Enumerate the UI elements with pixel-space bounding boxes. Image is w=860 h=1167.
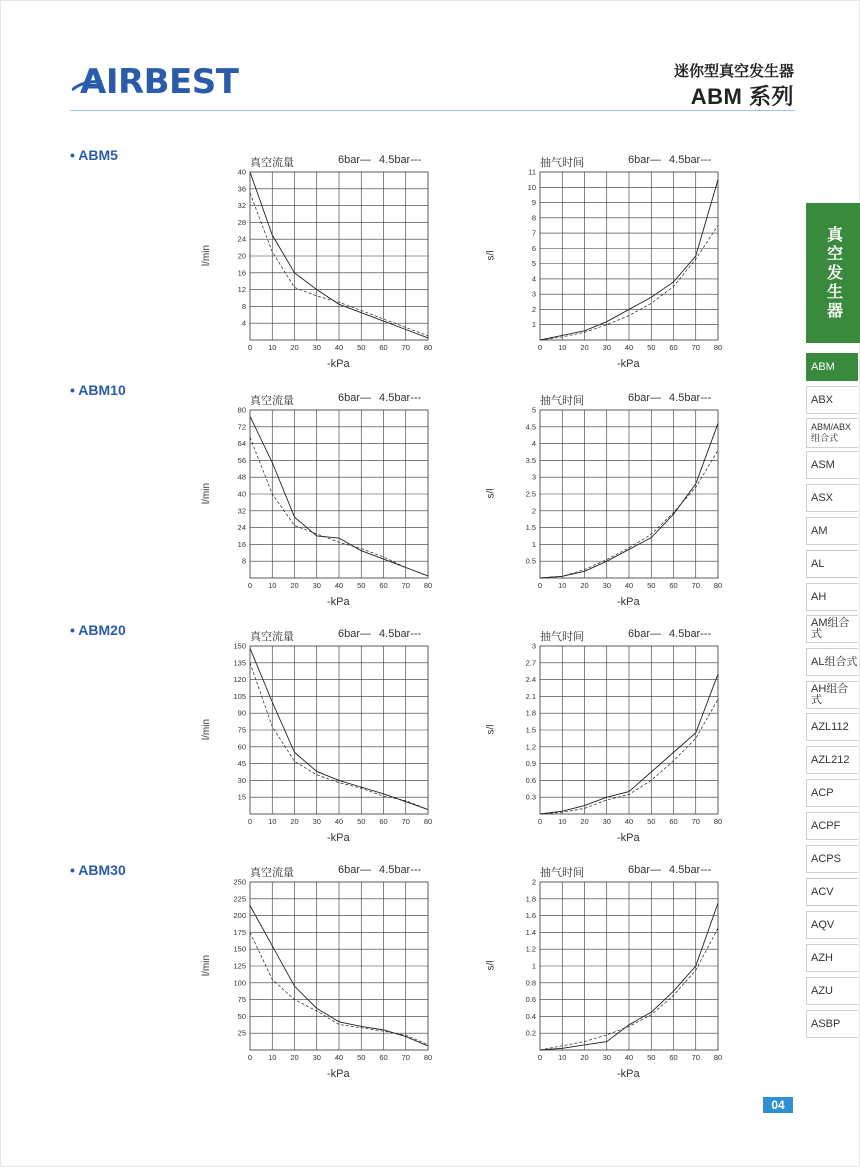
y-tick-label: 1.5 [525,523,536,533]
chart-legend [628,154,711,166]
legend-entry: 4.5bar--- [669,628,712,640]
x-tick-label: 60 [669,1053,678,1062]
x-tick-label: 50 [357,343,366,352]
y-tick-label: 150 [233,944,246,954]
y-tick-label: 56 [237,455,246,465]
sidebar-item-azl212[interactable]: AZL212 [806,746,858,774]
model-label-abm20: • ABM20 [70,622,126,638]
y-tick-label: 0.6 [525,995,536,1005]
legend-entry: 4.5bar--- [669,154,712,166]
x-tick-label: 40 [624,817,634,826]
y-tick-label: 24 [237,234,246,244]
y-axis-label: s/l [485,724,497,735]
y-tick-label: 1.8 [525,708,536,718]
y-tick-label: 0.8 [525,978,536,988]
x-tick-label: 20 [580,817,589,826]
y-tick-label: 48 [237,472,246,482]
x-tick-label: 50 [647,343,656,352]
page-number: 04 [763,1097,793,1113]
y-tick-label: 3 [531,472,536,482]
chart-plot [500,626,760,851]
x-axis-label: -kPa [327,832,350,844]
sidebar-item-asx[interactable]: ASX [806,484,858,512]
y-axis-label: l/min [201,482,213,505]
x-tick-label: 40 [334,343,344,352]
x-tick-label: 80 [423,581,433,590]
x-tick-label: 80 [423,343,433,352]
y-tick-label: 1.5 [525,725,536,735]
y-tick-label: 2.4 [525,675,536,685]
y-tick-label: 40 [237,489,246,499]
y-tick-label: 2 [531,304,536,314]
y-tick-label: 9 [531,198,536,208]
sidebar-item-abm[interactable]: ABM [806,353,858,381]
y-tick-label: 90 [237,708,246,718]
y-tick-label: 150 [233,641,246,651]
sidebar-item-am-[interactable]: AM组合式 [806,615,858,643]
model-label-abm10: • ABM10 [70,382,126,398]
y-tick-label: 3 [531,641,536,651]
legend-entry: 6bar— [338,864,372,876]
y-tick-label: 60 [237,742,246,752]
y-tick-label: 250 [233,877,246,887]
chart-plot [210,390,470,615]
x-tick-label: 0 [247,817,253,826]
x-tick-label: 20 [580,1053,589,1062]
model-label-abm30: • ABM30 [70,862,126,878]
y-tick-label: 4 [531,439,536,449]
x-tick-label: 20 [290,1053,299,1062]
y-tick-label: 50 [237,1011,246,1021]
x-tick-label: 50 [357,817,366,826]
y-tick-label: 1 [531,539,536,549]
chart-legend [338,154,421,166]
header-subtitle: 迷你型真空发生器 [673,63,794,80]
chart-plot [500,862,760,1087]
legend-entry: 6bar— [338,154,372,166]
x-tick-label: 10 [558,343,567,352]
y-tick-label: 2 [531,877,536,887]
sidebar-item-ah-[interactable]: AH组合式 [806,681,858,709]
x-tick-label: 20 [290,817,299,826]
chart-abm5-time [485,152,760,377]
category-label: 真空发生器 [824,225,842,321]
x-tick-label: 40 [624,1053,634,1062]
y-tick-label: 8 [241,301,246,311]
y-tick-label: 24 [237,523,246,533]
x-axis-label: -kPa [327,596,350,608]
x-tick-label: 30 [312,581,321,590]
category-tab[interactable] [806,203,860,343]
logo-text: AIRBEST [80,62,239,102]
y-tick-label: 0.4 [525,1011,536,1021]
x-tick-label: 20 [580,581,589,590]
y-tick-label: 12 [237,285,246,295]
x-tick-label: 0 [537,1053,543,1062]
y-tick-label: 15 [237,792,246,802]
x-tick-label: 60 [379,581,388,590]
x-axis-label: -kPa [327,1068,350,1080]
x-axis-label: -kPa [327,358,350,370]
legend-entry: 6bar— [628,864,662,876]
chart-legend [338,628,421,640]
y-tick-label: 5 [531,259,536,269]
chart-legend [628,864,711,876]
y-tick-label: 120 [233,675,246,685]
y-tick-label: 0.5 [525,556,536,566]
chart-plot [210,862,470,1087]
header-divider [70,110,795,111]
y-tick-label: 3 [531,289,536,299]
sidebar-item-azu[interactable]: AZU [806,977,858,1005]
legend-entry: 6bar— [628,154,662,166]
chart-plot [500,390,760,615]
chart-abm10-time [485,390,760,615]
y-tick-label: 32 [237,506,246,516]
sidebar-item-azl112[interactable]: AZL112 [806,713,858,741]
y-tick-label: 4 [531,274,536,284]
sidebar-item-abm-abx-[interactable]: ABM/ABX 组合式 [806,418,858,448]
y-tick-label: 16 [237,539,246,549]
y-tick-label: 64 [237,439,246,449]
y-tick-label: 1.4 [525,927,536,937]
y-tick-label: 6 [531,243,536,253]
x-tick-label: 80 [713,343,723,352]
x-tick-label: 80 [423,1053,433,1062]
chart-abm20-time [485,626,760,851]
y-tick-label: 25 [237,1028,246,1038]
x-tick-label: 60 [379,343,388,352]
x-tick-label: 60 [669,343,678,352]
legend-entry: 6bar— [628,392,662,404]
chart-legend [628,392,711,404]
chart-legend [628,628,711,640]
legend-entry: 4.5bar--- [669,864,712,876]
sidebar-item-aqv[interactable]: AQV [806,911,858,939]
x-tick-label: 20 [290,581,299,590]
x-tick-label: 40 [334,581,344,590]
y-tick-label: 0.2 [525,1028,536,1038]
chart-abm20-flow [201,626,470,851]
y-tick-label: 4 [241,318,246,328]
sidebar-item-acv[interactable]: ACV [806,878,858,906]
y-tick-label: 125 [233,961,246,971]
x-tick-label: 60 [379,817,388,826]
x-tick-label: 70 [691,581,700,590]
legend-entry: 4.5bar--- [379,628,422,640]
x-tick-label: 10 [558,581,567,590]
x-tick-label: 30 [312,343,321,352]
x-axis-label: -kPa [617,596,640,608]
y-axis-label: s/l [485,488,497,499]
y-tick-label: 1.6 [525,911,536,921]
y-tick-label: 5 [531,405,536,415]
sidebar-item-asbp[interactable]: ASBP [806,1010,858,1038]
y-tick-label: 1 [531,961,536,971]
x-tick-label: 40 [624,581,634,590]
sidebar-item-azh[interactable]: AZH [806,944,858,972]
y-tick-label: 1 [531,320,536,330]
x-tick-label: 40 [334,1053,344,1062]
y-tick-label: 135 [233,658,246,668]
sidebar-item-acpf[interactable]: ACPF [806,812,858,840]
y-tick-label: 2 [531,506,536,516]
model-label-abm5: • ABM5 [70,147,118,163]
x-tick-label: 0 [247,581,253,590]
x-tick-label: 30 [602,1053,611,1062]
chart-legend [338,864,421,876]
x-tick-label: 10 [558,1053,567,1062]
y-tick-label: 28 [237,217,246,227]
y-tick-label: 0.6 [525,775,536,785]
y-tick-label: 2.1 [525,691,536,701]
x-tick-label: 60 [379,1053,388,1062]
y-tick-label: 7 [531,228,536,238]
legend-entry: 6bar— [338,628,372,640]
sidebar-item-ah[interactable]: AH [806,583,858,611]
chart-abm10-flow [201,390,470,615]
x-tick-label: 30 [602,343,611,352]
legend-entry: 4.5bar--- [379,154,422,166]
x-tick-label: 20 [290,343,299,352]
x-tick-label: 50 [647,1053,656,1062]
x-tick-label: 70 [401,581,410,590]
chart-plot [500,152,760,377]
legend-entry: 4.5bar--- [669,392,712,404]
x-tick-label: 60 [669,817,678,826]
chart-abm30-time [485,862,760,1087]
chart-title: 真空流量 [250,157,294,169]
sidebar-item-asm[interactable]: ASM [806,451,858,479]
x-tick-label: 20 [580,343,589,352]
x-tick-label: 50 [647,817,656,826]
x-tick-label: 0 [537,343,543,352]
x-tick-label: 30 [602,581,611,590]
x-axis-label: -kPa [617,1068,640,1080]
legend-entry: 4.5bar--- [379,392,422,404]
x-tick-label: 0 [537,581,543,590]
legend-entry: 4.5bar--- [379,864,422,876]
chart-title: 真空流量 [250,395,294,407]
chart-title: 真空流量 [250,631,294,643]
y-tick-label: 32 [237,201,246,211]
x-tick-label: 80 [713,817,723,826]
y-tick-label: 3.5 [525,455,536,465]
x-tick-label: 0 [247,1053,253,1062]
y-axis-label: l/min [201,718,213,741]
y-tick-label: 30 [237,775,246,785]
y-tick-label: 1.8 [525,894,536,904]
sidebar-item-am[interactable]: AM [806,517,858,545]
y-axis-label: s/l [485,960,497,971]
x-tick-label: 70 [401,817,410,826]
y-tick-label: 2.7 [525,658,536,668]
chart-abm30-flow [201,862,470,1087]
x-tick-label: 0 [247,343,253,352]
x-tick-label: 10 [268,343,277,352]
x-tick-label: 80 [423,817,433,826]
x-tick-label: 30 [602,817,611,826]
y-axis-label: s/l [485,250,497,261]
y-tick-label: 72 [237,422,246,432]
y-tick-label: 105 [233,691,246,701]
y-tick-label: 1.2 [525,944,536,954]
chart-title: 抽气时间 [540,867,584,879]
sidebar-item-al[interactable]: AL [806,550,858,578]
x-tick-label: 10 [268,581,277,590]
x-tick-label: 60 [669,581,678,590]
sidebar-item-acps[interactable]: ACPS [806,845,858,873]
y-axis-label: l/min [201,244,213,267]
x-tick-label: 30 [312,1053,321,1062]
x-tick-label: 70 [691,1053,700,1062]
y-tick-label: 1.2 [525,742,536,752]
sidebar-item-al-[interactable]: AL组合式 [806,648,858,676]
y-tick-label: 200 [233,911,246,921]
x-axis-label: -kPa [617,358,640,370]
x-tick-label: 30 [312,817,321,826]
y-tick-label: 4.5 [525,422,536,432]
x-tick-label: 40 [334,817,344,826]
y-tick-label: 75 [237,725,246,735]
sidebar-item-acp[interactable]: ACP [806,779,858,807]
y-tick-label: 36 [237,184,246,194]
y-tick-label: 8 [241,556,246,566]
y-tick-label: 40 [237,167,246,177]
chart-legend [338,392,421,404]
x-tick-label: 70 [691,343,700,352]
x-tick-label: 70 [691,817,700,826]
y-tick-label: 11 [528,167,536,177]
legend-entry: 6bar— [628,628,662,640]
chart-abm5-flow [201,152,470,377]
chart-title: 抽气时间 [540,157,584,169]
y-tick-label: 10 [527,182,536,192]
y-tick-label: 20 [237,251,246,261]
x-tick-label: 50 [647,581,656,590]
y-tick-label: 80 [237,405,246,415]
x-tick-label: 40 [624,343,634,352]
x-tick-label: 70 [401,343,410,352]
chart-title: 真空流量 [250,867,294,879]
chart-title: 抽气时间 [540,395,584,407]
y-tick-label: 45 [237,759,246,769]
chart-title: 抽气时间 [540,631,584,643]
x-tick-label: 80 [713,581,723,590]
chart-plot [210,626,470,851]
sidebar-item-abx[interactable]: ABX [806,386,858,414]
x-tick-label: 10 [268,1053,277,1062]
y-tick-label: 100 [233,978,246,988]
x-tick-label: 70 [401,1053,410,1062]
y-tick-label: 225 [233,894,246,904]
x-tick-label: 80 [713,1053,723,1062]
y-axis-label: l/min [201,954,213,977]
page-title: ABM 系列 [690,84,794,109]
x-axis-label: -kPa [617,832,640,844]
y-tick-label: 175 [233,927,246,937]
x-tick-label: 10 [558,817,567,826]
y-tick-label: 75 [237,995,246,1005]
x-tick-label: 10 [268,817,277,826]
x-tick-label: 0 [537,817,543,826]
y-tick-label: 0.3 [525,792,536,802]
y-tick-label: 0.9 [525,759,536,769]
y-tick-label: 16 [237,268,246,278]
y-tick-label: 2.5 [525,489,536,499]
x-tick-label: 50 [357,581,366,590]
x-tick-label: 50 [357,1053,366,1062]
chart-plot [210,152,470,377]
y-tick-label: 8 [531,213,536,223]
legend-entry: 6bar— [338,392,372,404]
